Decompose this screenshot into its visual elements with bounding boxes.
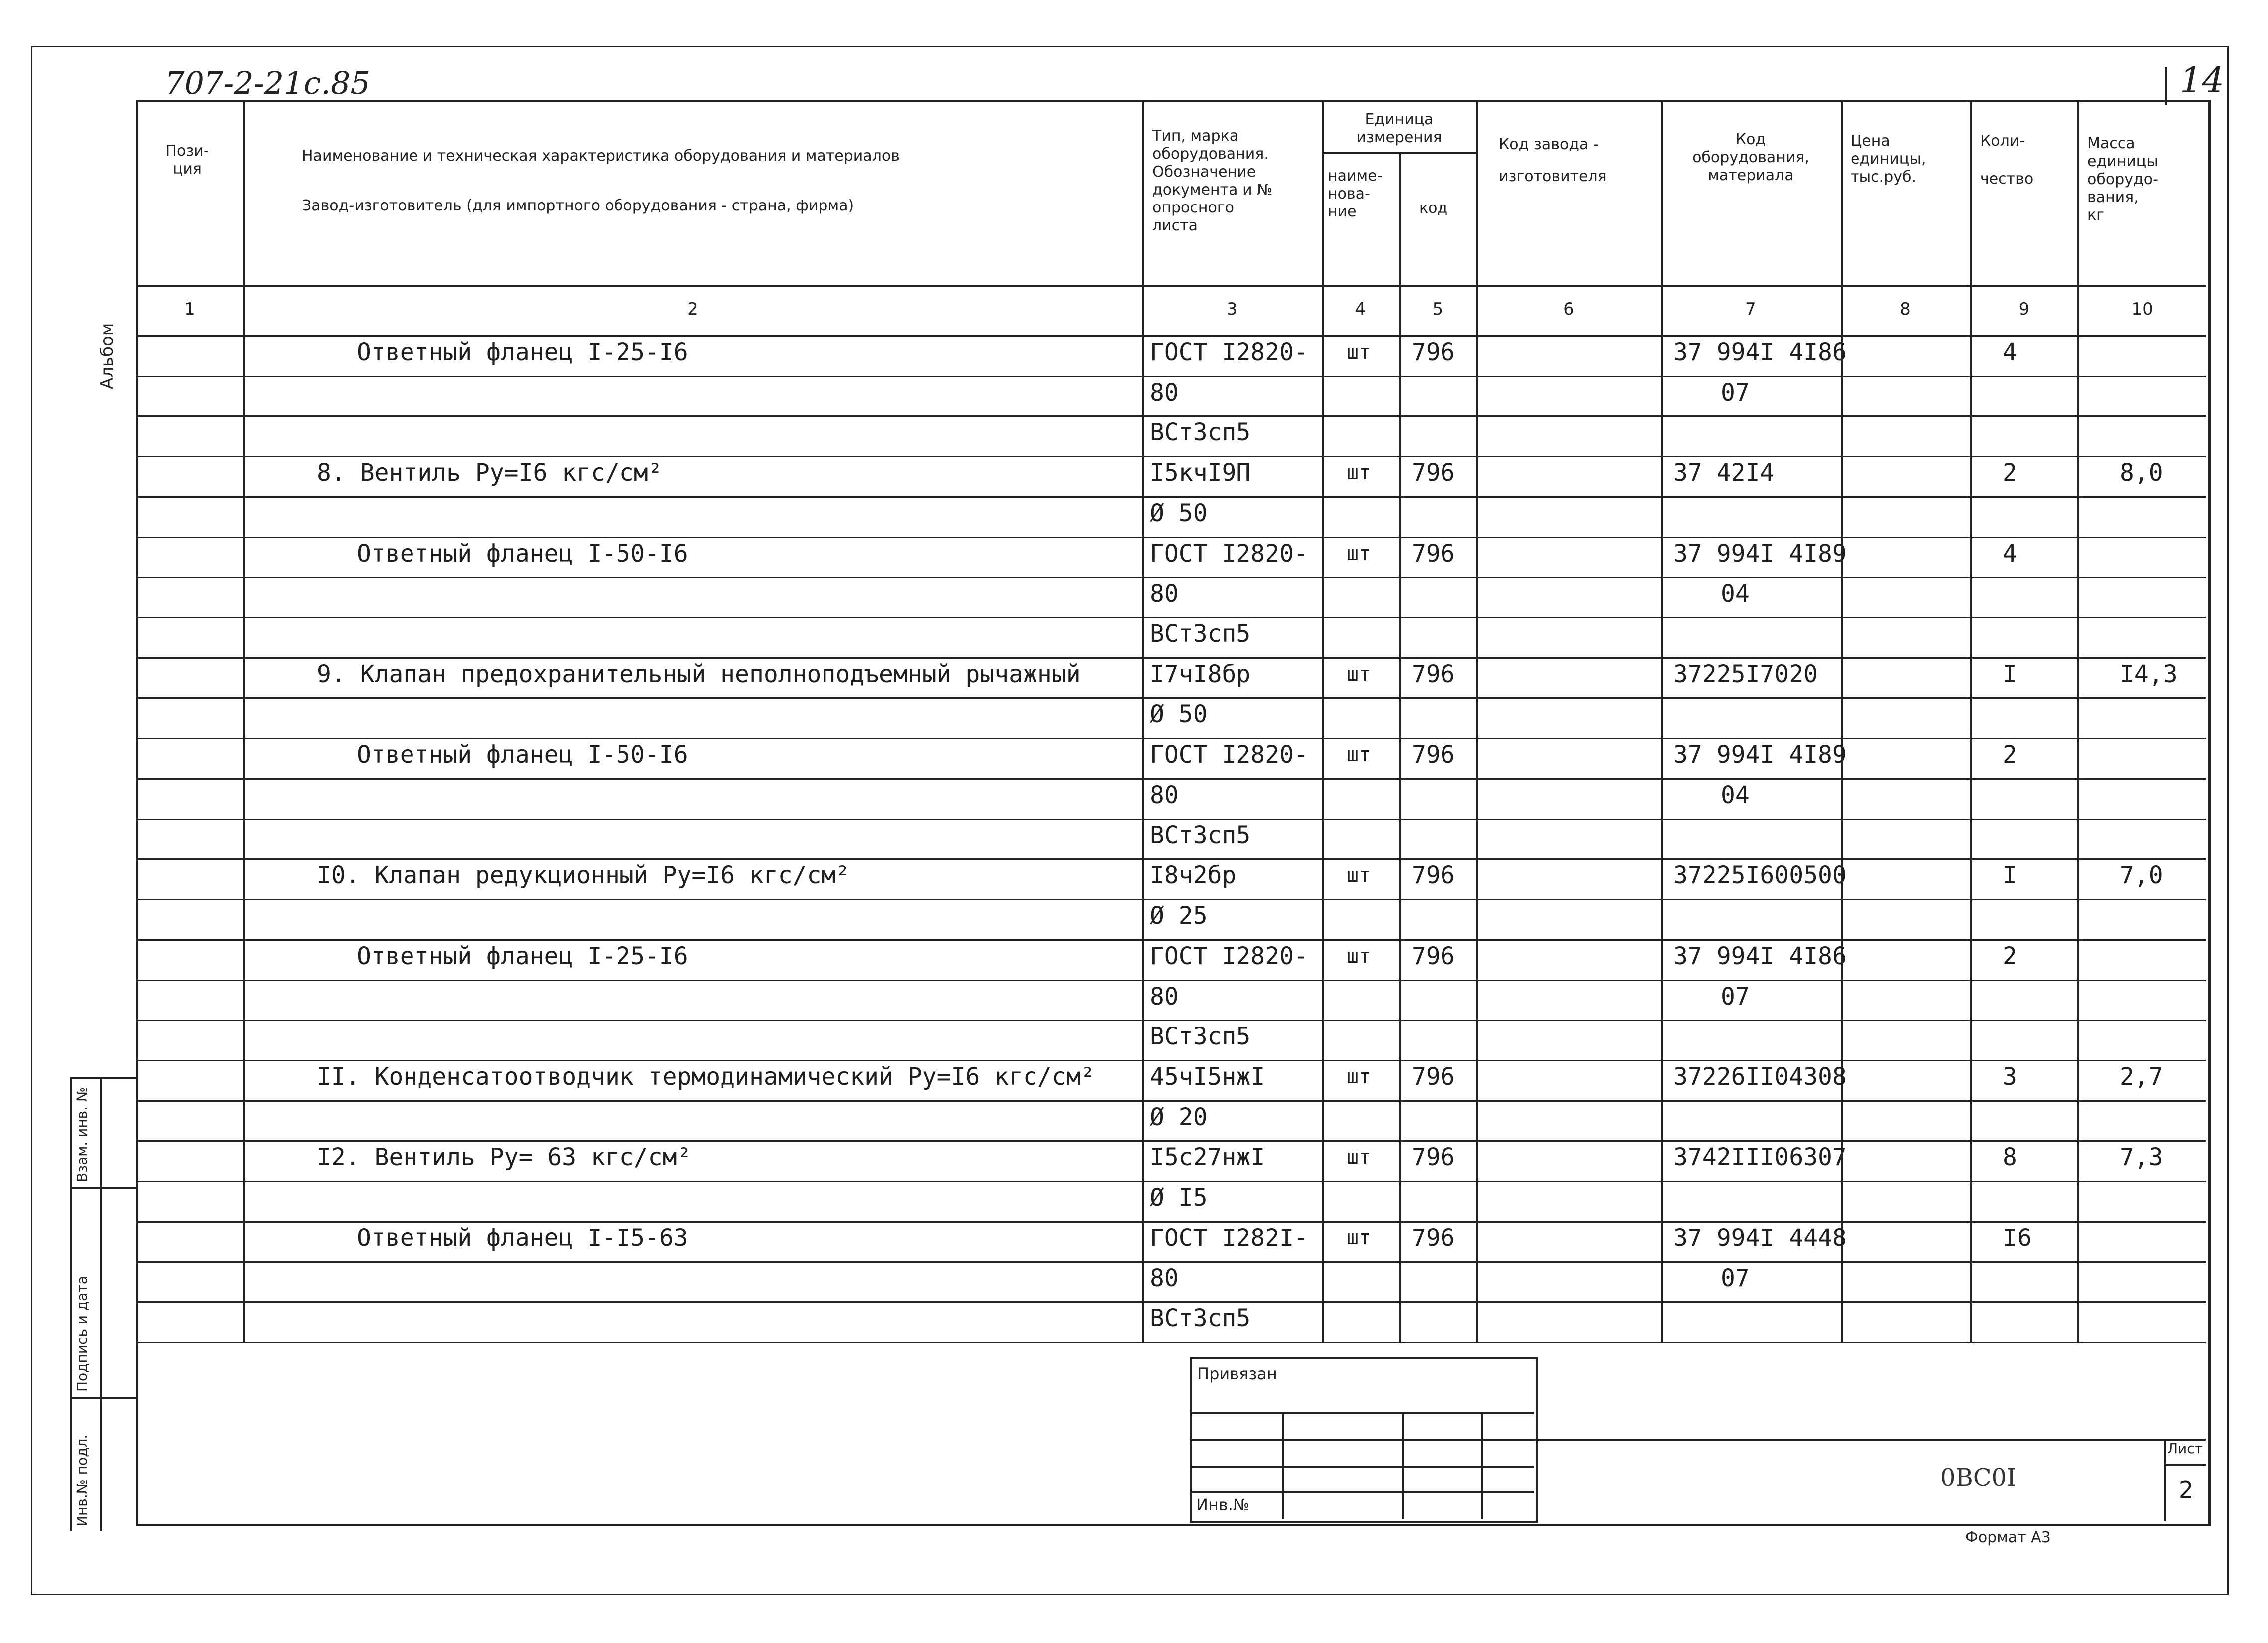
row-material-code: 37 994I 4448 [1673,1224,1847,1252]
column-number: 1 [184,299,195,319]
row-material-code: 37225I7020 [1673,660,1818,688]
sheet-number: 2 [2179,1476,2194,1503]
unit-group-line [1322,152,1476,154]
table-row [136,1261,2206,1263]
row-type: I5с27нжI [1150,1143,1265,1172]
row-type: Ø 20 [1150,1103,1208,1131]
row-unit: шт [1347,1146,1371,1169]
row-mass: 8,0 [2120,459,2163,487]
sheet-box-mid [2164,1464,2206,1466]
row-type: I7чI8бр [1150,660,1251,688]
table-row [136,1181,2206,1182]
row-code: 796 [1412,459,1455,487]
doc-code: 707-2-21с.85 [165,65,370,101]
side-stamp-line-2 [100,1077,102,1531]
hdr-col10: Масса единицы оборудо- вания, кг [2087,135,2158,224]
row-type: ВСт3сп5 [1150,1023,1251,1051]
row-name: I2. Вентиль Ру= 63 кгс/см² [317,1143,692,1172]
row-type: Ø 50 [1150,499,1208,527]
row-type: 80 [1150,1264,1179,1292]
row-quantity: 4 [2003,338,2017,366]
row-unit: шт [1347,461,1371,485]
row-type: ГОСТ I2820- [1150,942,1308,970]
row-code: 796 [1412,539,1455,568]
row-name: 9. Клапан предохранительный неполноподъемный рычажный [317,660,1081,688]
row-code: 796 [1412,861,1455,890]
hdr-col7: Код оборудования, материала [1692,131,1809,184]
table-row [136,1301,2206,1303]
hdr-col5: код [1419,200,1448,217]
column-divider [1399,152,1401,1342]
sheet-box-left [2164,1439,2166,1521]
column-number: 8 [1900,299,1911,319]
row-type: ВСт3сп5 [1150,821,1251,849]
row-mass: 7,3 [2120,1143,2163,1172]
column-number: 5 [1432,299,1443,319]
side-stamp-top [70,1077,136,1079]
row-code: 796 [1412,942,1455,970]
side-stamp-div-2 [70,1397,136,1399]
hdr-col6: Код завода - изготовителя [1499,136,1607,185]
row-type: I5кчI9П [1150,459,1251,487]
stamp-vline-3 [1481,1412,1483,1519]
side-label-replace: Взам. инв. № [74,1087,90,1182]
side-stamp-div-1 [70,1187,136,1189]
row-type: ГОСТ I2820- [1150,338,1308,366]
table-row [136,899,2206,900]
row-material-code: 04 [1721,781,1750,809]
table-row [136,617,2206,618]
album-label: Альбом [97,323,117,389]
row-type: ВСт3сп5 [1150,620,1251,648]
row-code: 796 [1412,1143,1455,1172]
format-label: Формат А3 [1965,1529,2051,1546]
table-row [136,1100,2206,1102]
table-row [136,415,2206,417]
row-quantity: 2 [2003,459,2017,487]
row-unit: шт [1347,944,1371,968]
title-block-top [1534,1439,2206,1441]
table-row [136,1060,2206,1061]
row-quantity: 8 [2003,1143,2017,1172]
row-quantity: 2 [2003,942,2017,970]
row-type: ВСт3сп5 [1150,418,1251,447]
row-unit: шт [1347,1226,1371,1249]
column-number: 7 [1745,299,1756,319]
row-type: 80 [1150,580,1179,608]
column-number: 2 [687,299,698,319]
sheet-label: Лист [2167,1440,2203,1457]
table-row [136,1140,2206,1142]
table-row [136,738,2206,739]
row-material-code: 37 994I 4I86 [1673,338,1847,366]
row-quantity: I6 [2003,1224,2032,1252]
header-bottom-line [136,285,2206,287]
row-unit: шт [1347,662,1371,686]
row-name: I0. Клапан редукционный Ру=I6 кгс/см² [317,861,850,890]
table-row [136,1221,2206,1223]
hdr-col2-line1: Наименование и техническая характеристика оборудования и материалов [302,147,900,165]
table-row [136,537,2206,538]
row-quantity: I [2003,861,2017,890]
row-mass: 2,7 [2120,1062,2163,1091]
table-row [136,858,2206,860]
row-name: Ответный фланец I-50-I6 [357,741,688,769]
row-type: I8ч2бр [1150,861,1237,890]
page-number-divider [2165,67,2167,105]
row-unit: шт [1347,1065,1371,1088]
row-material-code: 07 [1721,1264,1750,1292]
stamp-vline-2 [1402,1412,1404,1519]
column-number: 6 [1563,299,1574,319]
side-label-inv: Инв.№ подл. [74,1434,90,1526]
side-stamp-line-1 [70,1077,72,1531]
row-material-code: 3742III06307 [1673,1143,1847,1172]
row-type: 80 [1150,781,1179,809]
row-quantity: 4 [2003,539,2017,568]
row-type: 80 [1150,378,1179,407]
row-code: 796 [1412,1062,1455,1091]
hdr-col8: Цена единицы, тыс.руб. [1851,132,1926,186]
row-material-code: 07 [1721,982,1750,1011]
row-name: 8. Вентиль Ру=I6 кгс/см² [317,459,663,487]
column-number: 10 [2131,299,2153,319]
stamp-privyazan-label: Привязан [1197,1364,1277,1383]
row-code: 796 [1412,1224,1455,1252]
row-material-code: 04 [1721,580,1750,608]
table-row [136,496,2206,498]
table-row [136,376,2206,377]
row-type: ГОСТ I282I- [1150,1224,1308,1252]
row-material-code: 37 994I 4I86 [1673,942,1847,970]
row-name: II. Конденсатоотводчик термодинамический Ру=I6 кгс/см² [317,1062,1095,1091]
table-row [136,456,2206,457]
row-material-code: 37 994I 4I89 [1673,539,1847,568]
row-code: 796 [1412,741,1455,769]
row-material-code: 37 994I 4I89 [1673,741,1847,769]
row-material-code: 37226II04308 [1673,1062,1847,1091]
row-quantity: 2 [2003,741,2017,769]
colnum-bottom-line [136,335,2206,337]
table-row [136,657,2206,659]
row-type: Ø 25 [1150,902,1208,930]
row-type: 45чI5нжI [1150,1062,1265,1091]
column-number: 9 [2018,299,2030,319]
row-unit: шт [1347,542,1371,565]
side-label-sign: Подпись и дата [74,1276,90,1392]
table-row [136,577,2206,578]
row-material-code: 37 42I4 [1673,459,1775,487]
column-number: 4 [1355,299,1366,319]
row-code: 796 [1412,660,1455,688]
row-type: 80 [1150,982,1179,1011]
row-mass: 7,0 [2120,861,2163,890]
row-name: Ответный фланец I-25-I6 [357,338,688,366]
table-row [136,980,2206,981]
row-code: 796 [1412,338,1455,366]
row-type: Ø 50 [1150,700,1208,729]
stamp-inv-label: Инв.№ [1196,1495,1250,1514]
hdr-col4: наиме- нова- ние [1328,167,1383,220]
table-row [136,939,2206,941]
row-material-code: 07 [1721,378,1750,407]
row-name: Ответный фланец I-50-I6 [357,539,688,568]
row-unit: шт [1347,743,1371,767]
hdr-unit-group: Единица измерения [1356,111,1442,146]
stamp-vline-1 [1282,1412,1284,1519]
hdr-col3: Тип, марка оборудования. Обозначение документа и № опросного листа [1152,127,1273,234]
title-block-code: 0ВС0I [1940,1464,2017,1492]
table-row [136,778,2206,780]
hdr-col9: Коли- чество [1980,132,2034,188]
row-type: ГОСТ I2820- [1150,741,1308,769]
row-type: Ø I5 [1150,1184,1208,1212]
table-row [136,819,2206,820]
row-unit: шт [1347,864,1371,887]
table-row [136,1342,2206,1343]
row-material-code: 37225I600500 [1673,861,1847,890]
page-number: 14 [2180,60,2225,101]
row-type: ВСт3сп5 [1150,1304,1251,1333]
row-type: ГОСТ I2820- [1150,539,1308,568]
row-name: Ответный фланец I-I5-63 [357,1224,688,1252]
table-row [136,1020,2206,1021]
row-unit: шт [1347,341,1371,364]
row-name: Ответный фланец I-25-I6 [357,942,688,970]
table-row [136,697,2206,699]
row-quantity: I [2003,660,2017,688]
hdr-col2-line2: Завод-изготовитель (для импортного оборудования - страна, фирма) [302,197,854,214]
row-mass: I4,3 [2120,660,2178,688]
hdr-col1: Пози- ция [165,142,209,178]
column-number: 3 [1227,299,1237,319]
row-quantity: 3 [2003,1062,2017,1091]
